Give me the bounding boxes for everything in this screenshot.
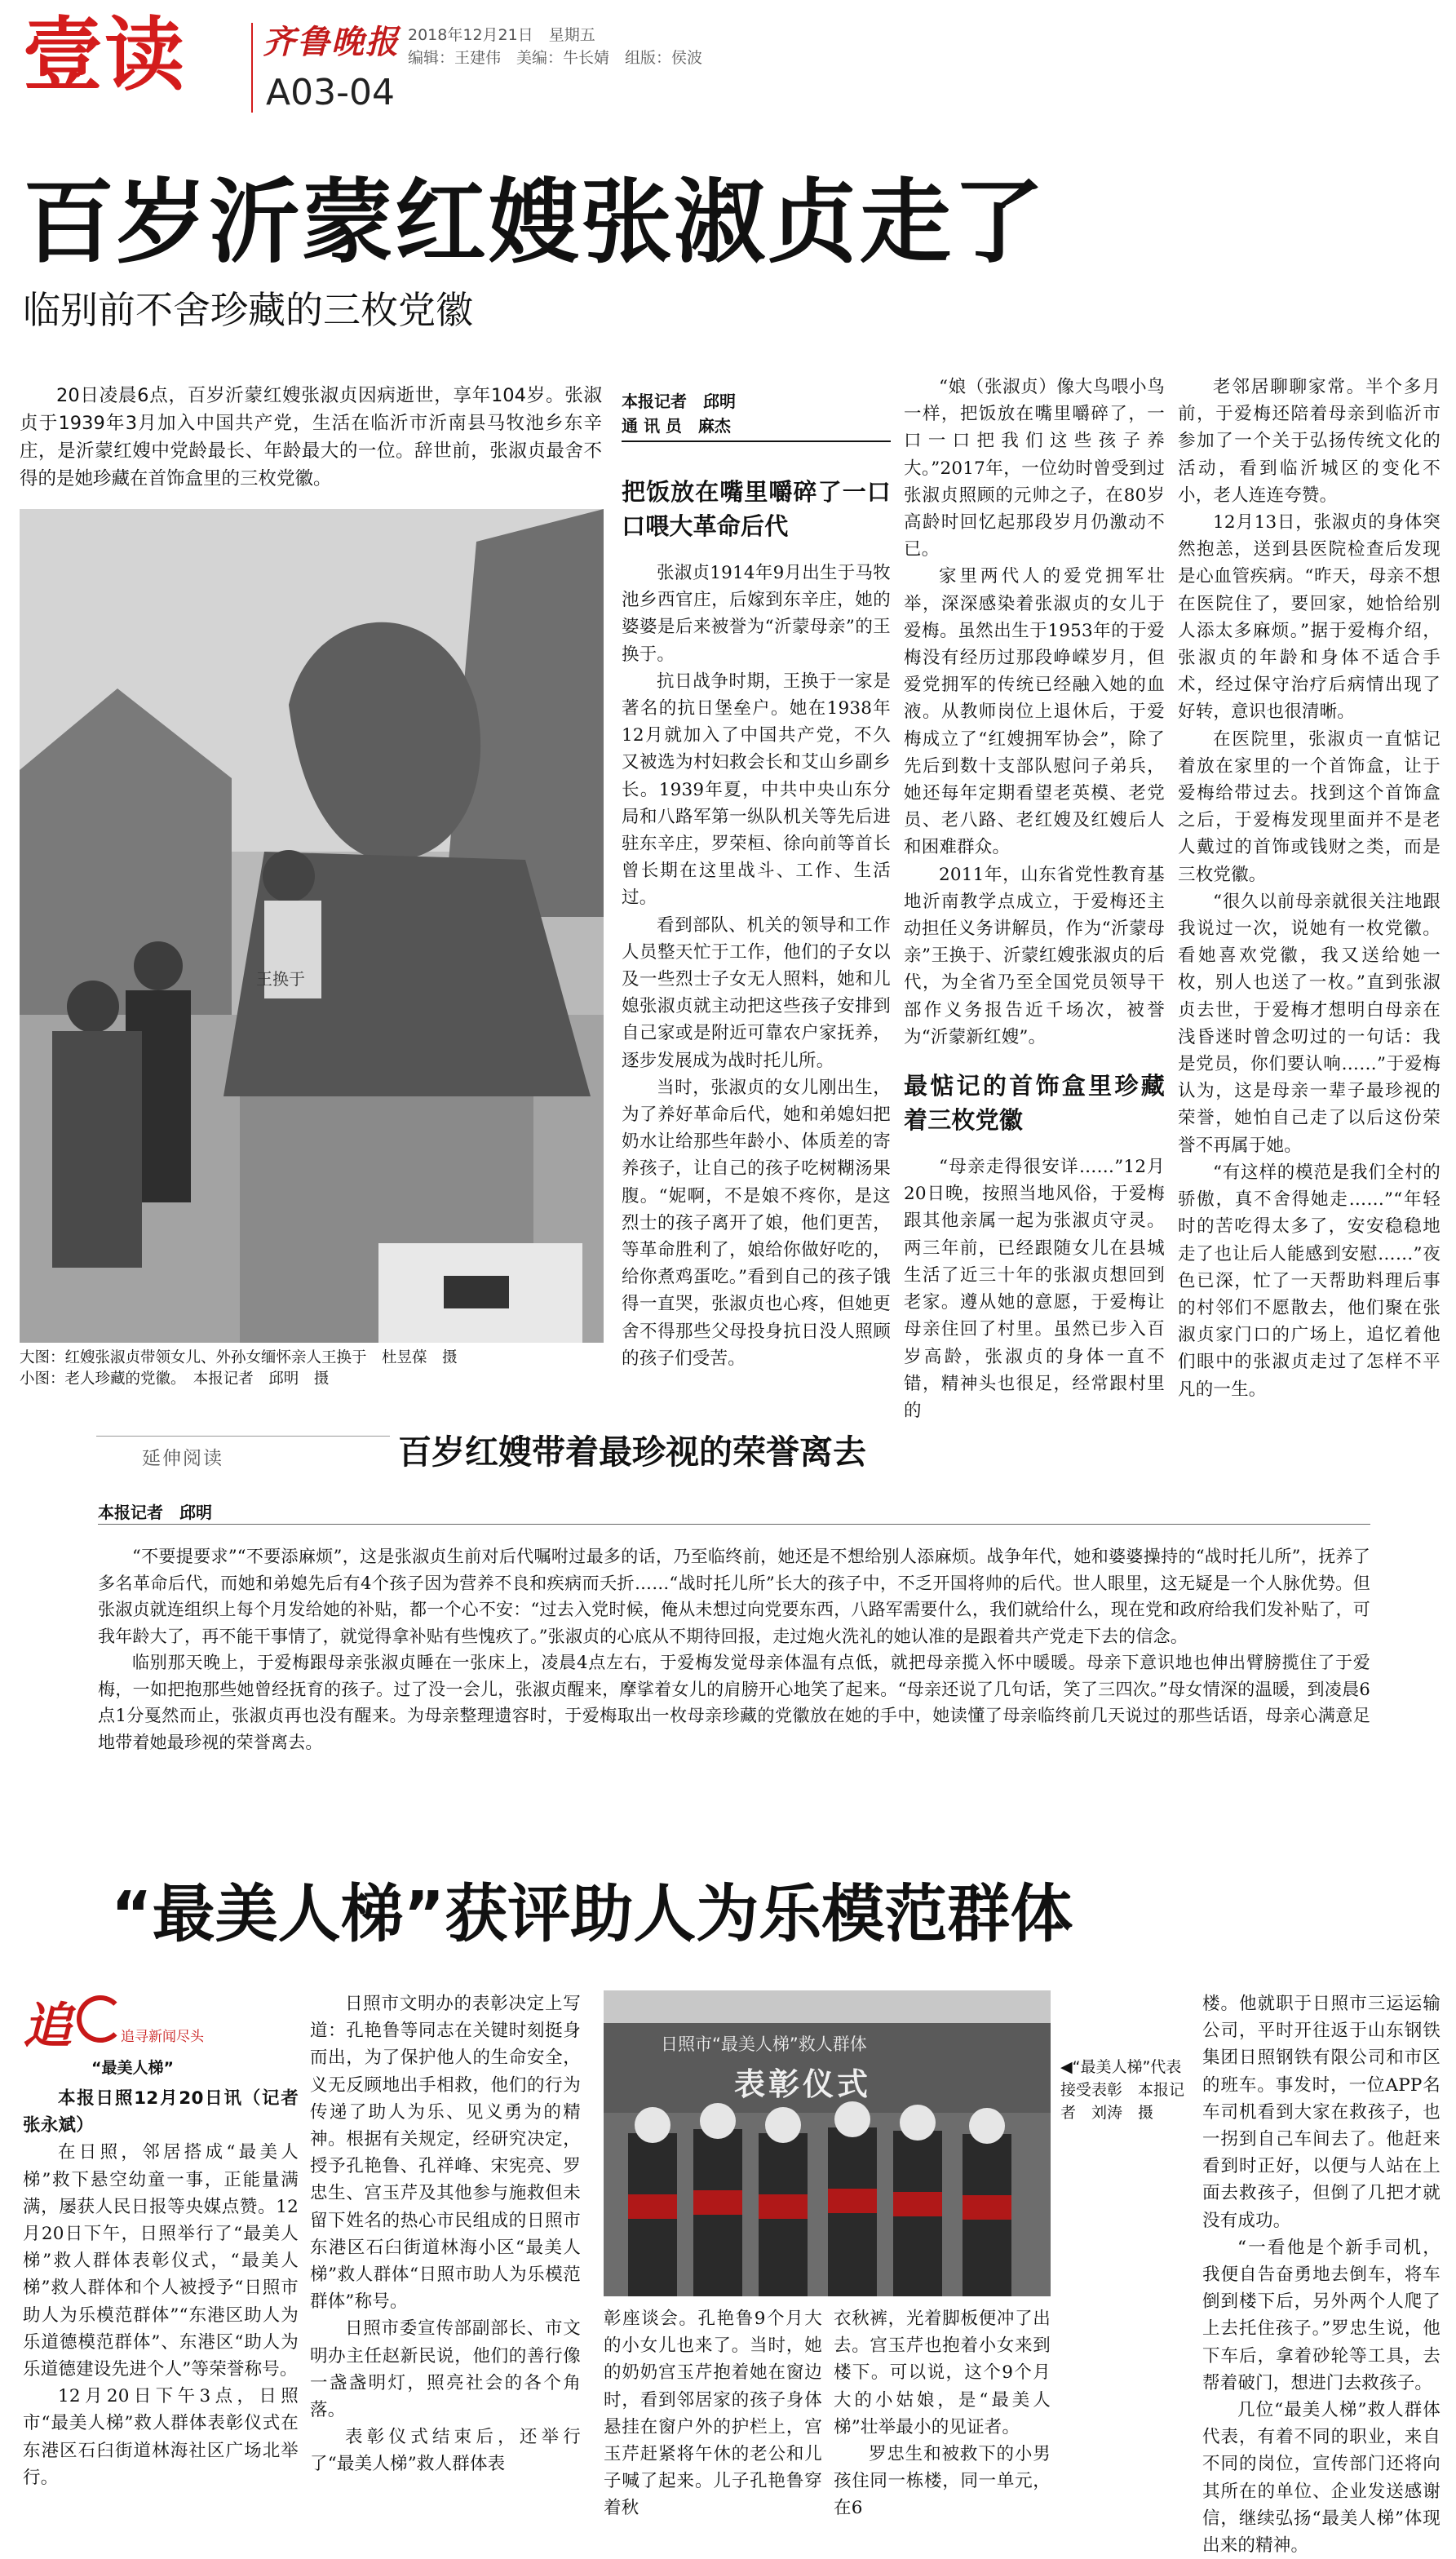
story2-para: “不要提要求”“不要添麻烦”，这是张淑贞生前对后代嘱咐过最多的话，乃至临终前，她还是不想给别人添麻烦。战争年代，她和婆婆操持的“战时托儿所”，抚养了多名革命后代，而她和弟媳先后有4个孩子因为营养不良和疾病而夭折……“战时托儿所”长大的孩子中，不乏开国将帅的后代。世人眼里，这无疑是一个人脉优势。但张淑贞就连组织上每个月发给她的补贴，都一个心不安：“过去入党时候，俺从未想过向党要东西，八路军需要什么，我们就给什么，现在党和政府给我们发补贴了，可我年龄大了，再不能干事情了，就觉得拿补贴有些愧疚了。”张淑贞的心底从不期待回报，走过炮火洗礼的她认准的是跟着共产党走下去的信念。	[98, 1547, 1370, 1646]
story1-col3-para: 老邻居聊聊家常。半个多月前，于爱梅还陪着母亲到临沂市参加了一个关于弘扬传统文化的活动，看到临沂城区的变化不小，老人连连夸赞。	[1178, 377, 1441, 506]
photo-banner-subtitle: 表彰仪式	[734, 2066, 872, 2102]
award-photo-caption: ◀“最美人梯”代表接受表彰 本报记者 刘涛 摄	[1060, 2058, 1185, 2122]
story1-col1-para: 抗日战争时期，王换于一家是著名的抗日堡垒户。她在1938年12月就加入了中国共产党，不久又被选为村妇救会长和艾山乡副乡长。1939年夏，中共中央山东分局和八路军第一纵队机关等先后进驻东辛庄，罗荣桓、徐向前等首长曾长期在这里战斗、工作、生活过。	[622, 671, 891, 909]
story2-rule	[98, 1524, 1370, 1525]
byline-reporter: 本报记者 邱明	[622, 392, 736, 411]
story1-column-2	[904, 374, 1165, 1421]
story3-col3-para: 彰座谈会。孔艳鲁9个月大的小女儿也来了。当时，她的奶奶宫玉芹抱着她在窗边时，看到邻居家的孩子身体悬挂在窗户外的护栏上，宫玉芹赶紧将午休的老公和儿子喊了起来。儿子孔艳鲁穿着秋	[604, 2309, 822, 2519]
story3-column-1	[23, 2085, 316, 2493]
story1-col2-para: “母亲走得很安详……”12月20日晚，按照当地风俗，于爱梅跟其他亲属一起为张淑贞守灵。两三年前，已经跟随女儿在县城生活了近三十年的张淑贞想回到老家。遵从她的意愿，于爱梅让母亲住回了村里。虽然已步入百岁高龄，张淑贞的身体一直不错，精神头也很足，经常跟村里的	[904, 1157, 1165, 1421]
award-photo	[604, 1990, 1051, 2296]
subtitle-feeding: 把饭放在嘴里嚼碎了一口口喂大革命后代	[622, 478, 891, 540]
story1-col2-para: 家里两代人的爱党拥军壮举，深深感染着张淑贞的女儿于爱梅。虽然出生于1953年的于爱梅没有经历过那段峥嵘岁月，但爱党拥军的传统已经融入她的血液。从教师岗位上退休后，于爱梅成立了“红嫂拥军协会”，除了先后到数十支部队慰问子弟兵，她还每年定期看望老英模、老党员、老八路、老红嫂及红嫂后人和困难群众。	[904, 566, 1165, 858]
story3-col2-para: 日照市委宣传部副部长、市文明办主任赵新民说，他们的善行像一盏盏明灯，照亮社会的各个角落。	[310, 2318, 581, 2421]
story3-col5-para: “一看他是个新手司机，我便自告奋勇地去倒车，将车倒到楼下后，另外两个人爬了上去托住孩子。”罗忠生说，他下车后，拿着砂轮等工具，去帮着破门，想进门去救孩子。	[1202, 2237, 1441, 2393]
story3-col1-para: 在日照，邻居搭成“最美人梯”救下悬空幼童一事，正能量满满，屡获人民日报等央媒点赞。12月20日下午，日照举行了“最美人梯”救人群体表彰仪式，“最美人梯”救人群体和个人被授予“日照市助人为乐模范群体”“东港区助人为乐道德模范群体”、东港区“助人为乐道德建设先进个人”等荣誉称号。	[23, 2142, 299, 2380]
story3-column-4	[834, 2305, 1051, 2519]
subtitle-badges: 最惦记的首饰盒里珍藏着三枚党徽	[904, 1072, 1165, 1135]
story3-col4-para: 衣秋裤，光着脚板便冲了出去。宫玉芹也抱着小女来到楼下。可以说，这个9个月大的小姑娘，是“最美人梯”壮举最小的见证者。	[834, 2309, 1051, 2437]
page-numbers: A03-04	[266, 72, 395, 113]
story3-kicker: “最美人梯”	[91, 2059, 174, 2077]
story2-para: 临别那天晚上，于爱梅跟母亲张淑贞睡在一张床上，凌晨4点左右，于爱梅发觉母亲体温有点低，就把母亲揽入怀中暖暖。母亲下意识地也伸出臂膀揽住了于爱梅，一如把抱那些她曾经抚育的孩子。过了没一会儿，张淑贞醒来，摩挲着女儿的肩膀开心地笑了起来。“母亲还说了几句话，笑了三四次。”母女情深的温暖，到凌晨6点1分戛然而止，张淑贞再也没有醒来。为母亲整理遗容时，于爱梅取出一枚母亲珍藏的党徽放在她的手中，她读懂了母亲临终前几天说过的那些话语，母亲心满意足地带着她最珍视的荣誉离去。	[98, 1653, 1370, 1752]
story3-dateline: 本报日照12月20日讯（记者 张永斌）	[23, 2088, 316, 2136]
masthead-logo: 齐鲁晚报	[263, 23, 400, 61]
main-photo	[20, 509, 604, 1343]
main-photo-illustration	[20, 509, 604, 1343]
story3-col1-para: 12月20日下午3点，日照市“最美人梯”救人群体表彰仪式在东港区石臼街道林海社区广场北举行。	[23, 2386, 299, 2488]
story3-col5-para: 几位“最美人梯”救人群体代表，有着不同的职业，来自不同的岗位，宣传部门还将向其所在的单位、企业发送感谢信，继续弘扬“最美人梯”体现出来的精神。	[1202, 2400, 1441, 2557]
story1-col2-para: 2011年，山东省党性教育基地沂南教学点成立，于爱梅还主动担任义务讲解员，作为“沂蒙母亲”王换于、沂蒙红嫂张淑贞的后代，为全省乃至全国党员领导干部作义务报告近千场次，被誉为“沂蒙新红嫂”。	[904, 864, 1165, 1047]
story3-col5-para: 楼。他就职于日照市三运运输公司，平时开往返于山东钢铁集团日照钢铁有限公司和市区的班车。事发时，一位APP名车司机看到大家在救孩子，也一拐到自己车间去了。他赶来看到时正好，以便与人站在上面去救孩子，但倒了几把才就没有成功。	[1202, 1994, 1441, 2231]
lead-paragraph: 20日凌晨6点，百岁沂蒙红嫂张淑贞因病逝世，享年104岁。张淑贞于1939年3月加入中国共产党，生活在临沂市沂南县马牧池乡东辛庄，是沂蒙红嫂中党龄最长、年龄最大的一位。辞世前，张淑贞最舍不得的是她珍藏在首饰盒里的三枚党徽。	[20, 385, 602, 489]
byline-rule	[622, 441, 891, 442]
byline-correspondent: 通 讯 员 麻杰	[622, 416, 731, 436]
chase-news-logo	[23, 1990, 219, 2056]
chase-logo-char: 追	[23, 1998, 72, 2055]
story1-col1-para: 看到部队、机关的领导和工作人员整天忙于工作，他们的子女以及一些烈士子女无人照料，她和儿媳张淑贞就主动把这些孩子安排到自己家或是附近可靠农户家抚养，逐步发展成为战时托儿所。	[622, 914, 891, 1071]
story3-col4-para: 罗忠生和被救下的小男孩住同一栋楼，同一单元，在6	[834, 2444, 1051, 2519]
section-title: 壹读	[23, 9, 187, 102]
extended-reading-tag: 延伸阅读	[142, 1448, 223, 1469]
story3-col2-para: 日照市文明办的表彰决定上写道：孔艳鲁等同志在关键时刻挺身而出，为了保护他人的生命安全，义无反顾地出手相救，他们的行为传递了助人为乐、见义勇为的精神。根据有关规定，经研究决定，授予孔艳鲁、孔祥峰、宋宪亮、罗忠生、宫玉芹及其他参与施救但未留下姓名的热心市民组成的日照市东港区石臼街道林海小区“最美人梯”救人群体“日照市助人为乐模范群体”称号。	[310, 1994, 581, 2313]
extended-reading-box	[96, 1436, 390, 1469]
photo-monument-label: 王换于	[256, 969, 305, 989]
issue-date: 2018年12月21日 星期五	[408, 26, 595, 44]
story3-headline: “最美人梯”获评助人为乐模范群体	[111, 1879, 1073, 1951]
story3-column-5	[1202, 1990, 1441, 2557]
story1-col3-para: “有这样的模范是我们全村的骄傲，真不舍得她走……”“年轻时的苦吃得太多了，安安稳稳地走了也让后人能感到安慰……”夜色已深，忙了一天帮助料理后事的村邻们不愿散去，他们聚在张淑贞家门口的广场上，追忆着他们眼中的张淑贞走过了怎样不平凡的一生。	[1178, 1162, 1441, 1400]
story1-col3-para: 在医院里，张淑贞一直惦记着放在家里的一个首饰盒，让于爱梅给带过去。找到这个首饰盒之后，于爱梅发现里面并不是老人戴过的首饰或钱财之类，而是三枚党徽。	[1178, 728, 1441, 885]
story2-body	[98, 1543, 1370, 1780]
photo-banner-title: 日照市“最美人梯”救人群体	[661, 2034, 867, 2054]
story1-col3-para: “很久以前母亲就很关注地跟我说过一次，说她有一枚党徽。看她喜欢党徽，我又送给她一枚，别人也送了一枚。”直到张淑贞去世，于爱梅才想明白母亲在浅昏迷时曾念叨过的一句话：我是党员，你们要认响……”于爱梅认为，这是母亲一辈子最珍视的荣誉，她怕自己走了以后这份荣誉不再属于她。	[1178, 891, 1441, 1156]
story3-column-3	[604, 2305, 822, 2519]
chase-logo-swirl-icon	[77, 1995, 124, 2043]
story2-byline: 本报记者 邱明	[98, 1503, 212, 1522]
header-divider	[251, 23, 253, 113]
photo-caption-small: 小图：老人珍藏的党徽。 本报记者 邱明 摄	[20, 1370, 330, 1388]
chase-logo-text: 追寻新闻尽头	[121, 2029, 204, 2045]
story1-col2-para: “娘（张淑贞）像大鸟喂小鸟一样，把饭放在嘴里嚼碎了，一口一口把我们这些孩子养大。”2017年，一位幼时曾受到过张淑贞照顾的元帅之子，在80岁高龄时回忆起那段岁月仍激动不已。	[904, 377, 1165, 560]
story1-col3-para: 12月13日，张淑贞的身体突然抱恙，送到县医院检查后发现是心血管疾病。“昨天，母亲不想在医院住了，要回家，她恰给别人添太多麻烦。”据于爱梅介绍，张淑贞的年龄和身体不适合手术，经过保守治疗后病情出现了好转，意识也很清晰。	[1178, 512, 1441, 723]
subheadline: 临别前不舍珍藏的三枚党徽	[23, 288, 473, 332]
story2-headline: 百岁红嫂带着最珍视的荣誉离去	[398, 1432, 866, 1472]
story1-column-1	[622, 457, 891, 1395]
story1-col1-para: 张淑贞1914年9月出生于马牧池乡西官庄，后嫁到东辛庄，她的婆婆是后来被誉为“沂蒙母亲”的王换于。	[622, 563, 891, 665]
story3-column-2	[310, 1990, 581, 2492]
photo-caption-main: 大图：红嫂张淑贞带领女儿、外孙女缅怀亲人王换于 杜昱葆 摄	[20, 1349, 458, 1366]
story1-col1-para: 当时，张淑贞的女儿刚出生，为了养好革命后代，她和弟媳妇把奶水让给那些年龄小、体质差的寄养孩子，让自己的孩子吃树糊汤果腹。“妮啊，不是娘不疼你，是这烈士的孩子离开了娘，他们更苦，等革命胜利了，娘给你做好吃的，给你煮鸡蛋吃。”看到自己的孩子饿得一直哭，张淑贞也心疼，但她更舍不得那些父母投身抗日没人照顾的孩子们受苦。	[622, 1077, 891, 1369]
story1-column-3	[1178, 374, 1441, 1400]
headline-main: 百岁沂蒙红嫂张淑贞走了	[23, 170, 1046, 276]
story3-col2-para: 表彰仪式结束后，还举行了“最美人梯”救人群体表	[310, 2427, 581, 2475]
editors-line: 编辑：王建伟 美编：牛长婧 组版：侯波	[408, 49, 703, 67]
